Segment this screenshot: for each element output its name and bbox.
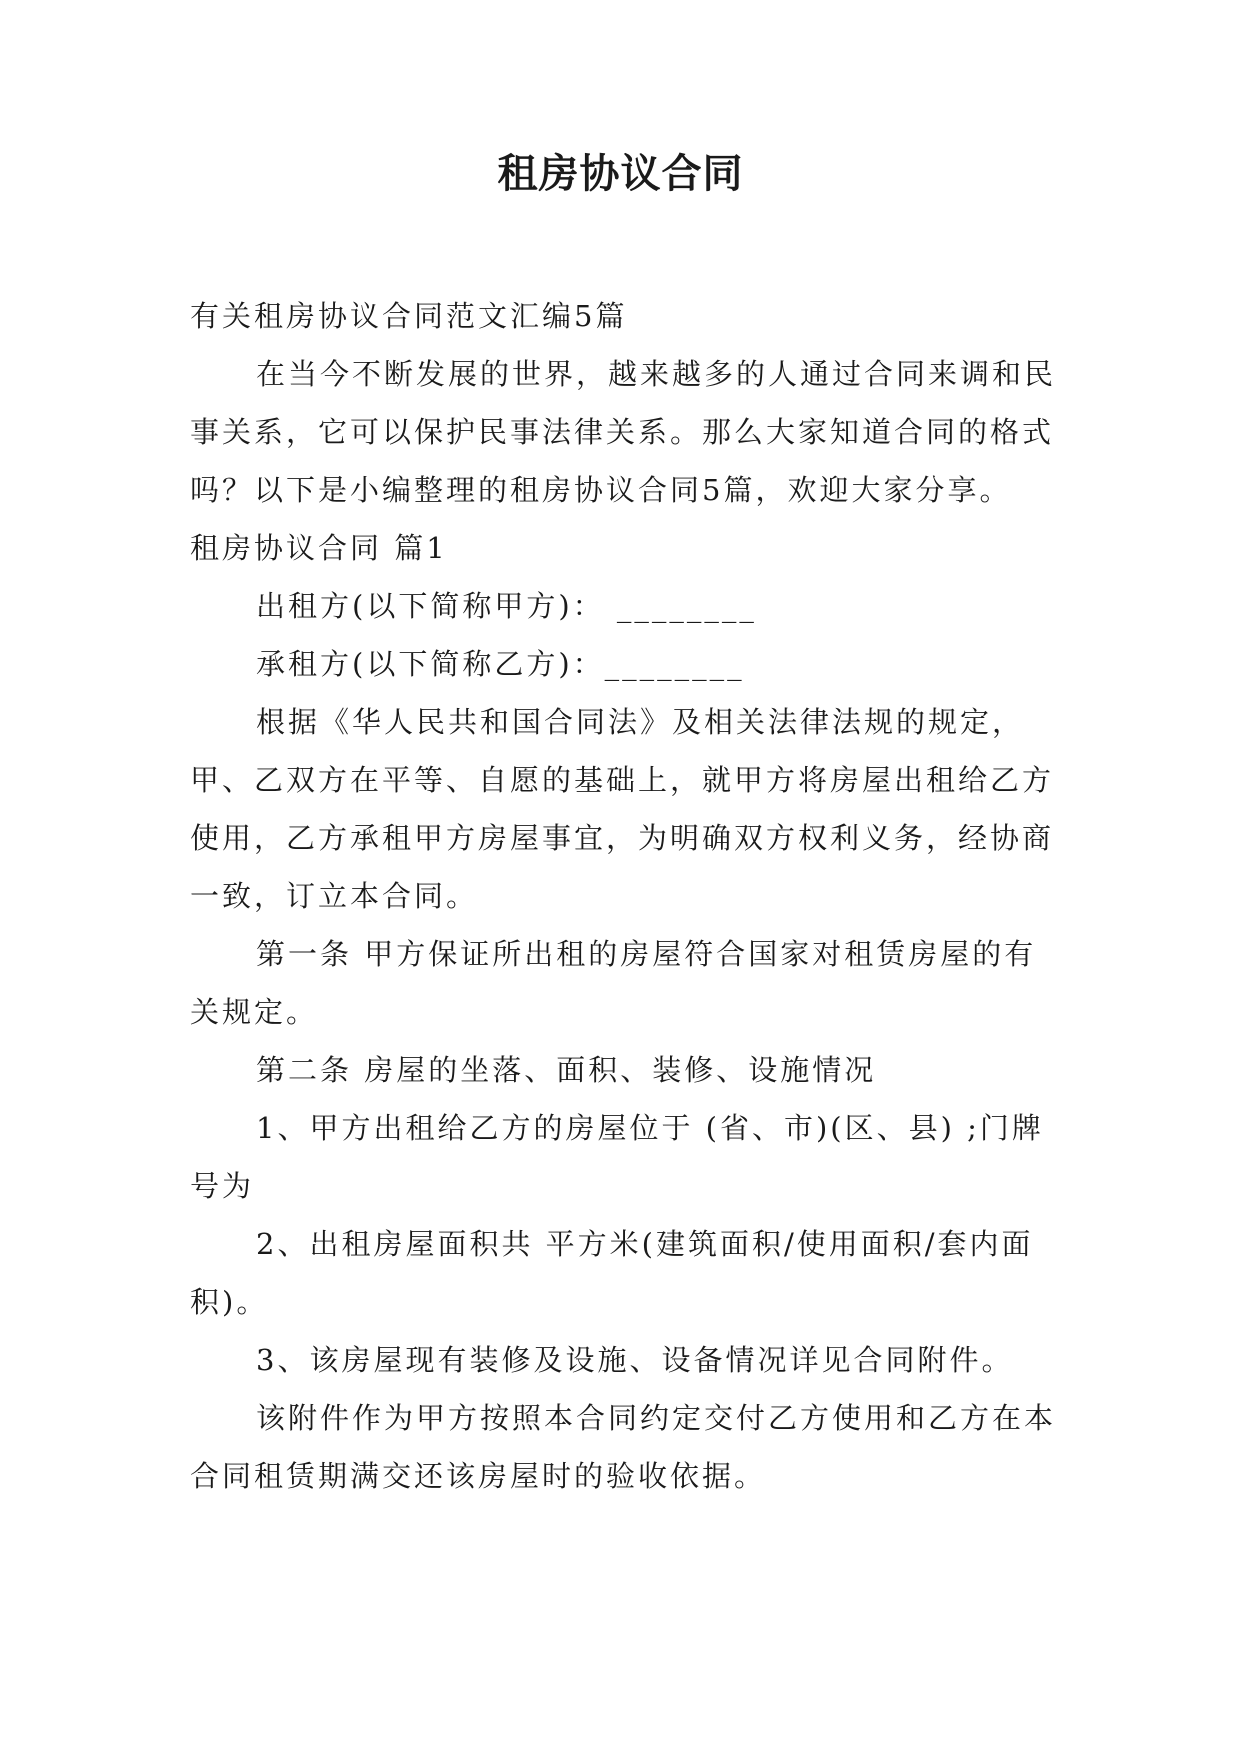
intro-paragraph: 在当今不断发展的世界，越来越多的人通过合同来调和民事关系，它可以保护民事法律关系。那么大家知道合同的格式吗？以下是小编整理的租房协议合同5篇，欢迎大家分享。 (190, 357, 1057, 507)
clause-2-paragraph: 2、出租房屋面积共 平方米(建筑面积/使用面积/套内面积)。 (190, 1227, 1034, 1319)
document-subtitle: 有关租房协议合同范文汇编5篇 (190, 299, 628, 333)
section-heading: 租房协议合同 篇1 (190, 531, 448, 565)
lessee-line: 承租方(以下简称乙方)：________ (256, 647, 745, 681)
preamble-paragraph: 根据《华人民共和国合同法》及相关法律法规的规定，甲、乙双方在平等、自愿的基础上，就甲方将房屋出租给乙方使用，乙方承租甲方房屋事宜，为明确双方权利义务，经协商一致，订立本合同。 (190, 705, 1055, 913)
clause-1-paragraph: 1、甲方出租给乙方的房屋位于 (省、市)(区、县) ;门牌号为 (190, 1111, 1044, 1203)
article-2-heading: 第二条 房屋的坐落、面积、装修、设施情况 (256, 1053, 877, 1087)
document-body (190, 287, 1060, 1505)
lessor-line: 出租方(以下简称甲方)： ________ (256, 589, 757, 623)
document-title: 租房协议合同 (497, 151, 744, 197)
attachment-note-paragraph: 该附件作为甲方按照本合同约定交付乙方使用和乙方在本合同租赁期满交还该房屋时的验收依据。 (190, 1401, 1057, 1493)
article-1-paragraph: 第一条 甲方保证所出租的房屋符合国家对租赁房屋的有关规定。 (190, 937, 1037, 1029)
clause-3-paragraph: 3、该房屋现有装修及设施、设备情况详见合同附件。 (256, 1343, 1014, 1377)
